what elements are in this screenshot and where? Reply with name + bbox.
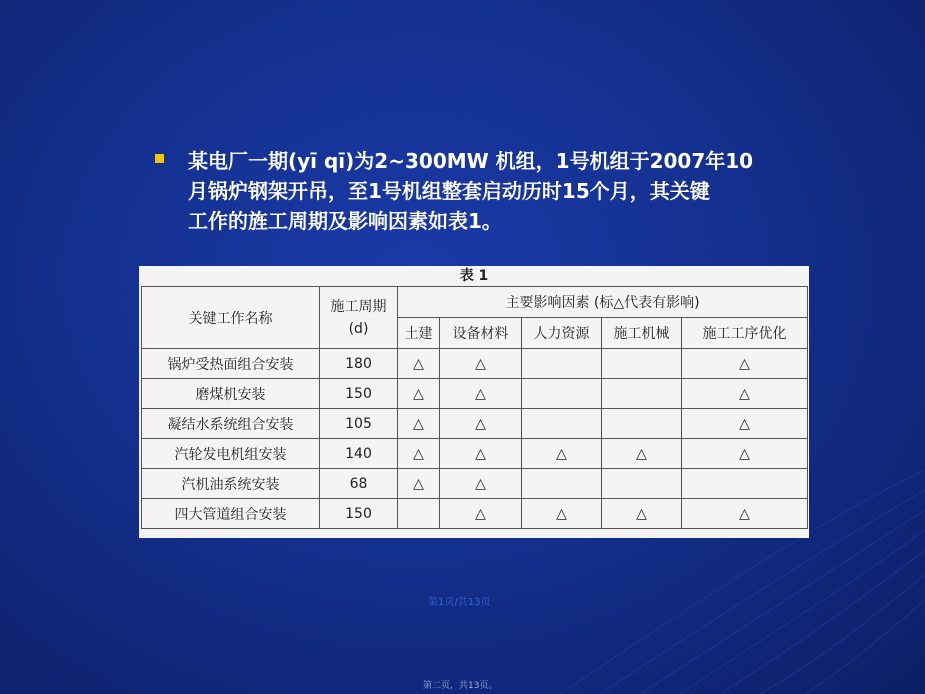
header-factors: 主要影响因素 (标△代表有影响) [398, 287, 808, 318]
paragraph-line: 某电厂一期(yī qī)为2~300MW 机组，1号机组于2007年10 [188, 149, 754, 173]
paragraph-line: 工作的旌工周期及影响因素如表1。 [188, 209, 502, 233]
footer-text: 第二页，共13页。 [423, 681, 498, 691]
factor-mark-cell: △ [398, 439, 440, 469]
factor-mark-cell [522, 349, 602, 379]
factor-mark-cell: △ [522, 439, 602, 469]
paragraph-line: 月锅炉钢架开吊，至1号机组整套启动历时15个月，其关键 [188, 179, 710, 203]
header-work-name: 关键工作名称 [142, 287, 320, 349]
factor-mark-cell [398, 499, 440, 529]
factor-mark-cell: △ [682, 349, 808, 379]
factor-mark-cell: △ [522, 499, 602, 529]
header-factor: 施工机械 [602, 318, 682, 349]
factor-mark-cell: △ [602, 439, 682, 469]
factor-mark-cell: △ [440, 349, 522, 379]
factor-mark-cell [522, 469, 602, 499]
table-row [142, 469, 808, 499]
factor-mark-cell [602, 409, 682, 439]
factor-mark-cell: △ [682, 379, 808, 409]
period-cell: 68 [320, 469, 398, 499]
header-factor: 土建 [398, 318, 440, 349]
header-factor: 人力资源 [522, 318, 602, 349]
period-cell: 150 [320, 499, 398, 529]
work-name-cell: 锅炉受热面组合安装 [142, 349, 320, 379]
factor-mark-cell [682, 469, 808, 499]
table-row [142, 499, 808, 529]
page-indicator: 第1页/共13页 [428, 597, 491, 608]
factor-mark-cell: △ [440, 439, 522, 469]
period-cell: 105 [320, 409, 398, 439]
work-name-cell: 磨煤机安装 [142, 379, 320, 409]
header-period: 施工周期 (d) [320, 287, 398, 349]
period-cell: 180 [320, 349, 398, 379]
work-name-cell: 汽机油系统安装 [142, 469, 320, 499]
table-row [142, 349, 808, 379]
table-image [139, 266, 809, 538]
factor-mark-cell: △ [602, 499, 682, 529]
factor-mark-cell: △ [398, 409, 440, 439]
work-schedule-table [141, 286, 808, 529]
bullet-marker [155, 154, 164, 163]
factor-mark-cell: △ [398, 469, 440, 499]
factor-mark-cell: △ [440, 469, 522, 499]
factor-mark-cell [602, 379, 682, 409]
factor-mark-cell: △ [440, 409, 522, 439]
factor-mark-cell: △ [682, 409, 808, 439]
table-row [142, 409, 808, 439]
work-name-cell: 凝结水系统组合安装 [142, 409, 320, 439]
period-cell: 150 [320, 379, 398, 409]
factor-mark-cell [602, 469, 682, 499]
factor-mark-cell [602, 349, 682, 379]
table-row [142, 439, 808, 469]
factor-mark-cell [522, 409, 602, 439]
table-row [142, 379, 808, 409]
table-caption: 表 1 [459, 268, 489, 284]
factor-mark-cell [522, 379, 602, 409]
work-name-cell: 四大管道组合安装 [142, 499, 320, 529]
factor-mark-cell: △ [440, 379, 522, 409]
factor-mark-cell: △ [398, 379, 440, 409]
factor-mark-cell: △ [682, 499, 808, 529]
factor-mark-cell: △ [682, 439, 808, 469]
work-name-cell: 汽轮发电机组安装 [142, 439, 320, 469]
factor-mark-cell: △ [440, 499, 522, 529]
intro-paragraph [188, 146, 788, 236]
period-cell: 140 [320, 439, 398, 469]
header-factor: 设备材料 [440, 318, 522, 349]
factor-mark-cell: △ [398, 349, 440, 379]
header-factor: 施工工序优化 [682, 318, 808, 349]
